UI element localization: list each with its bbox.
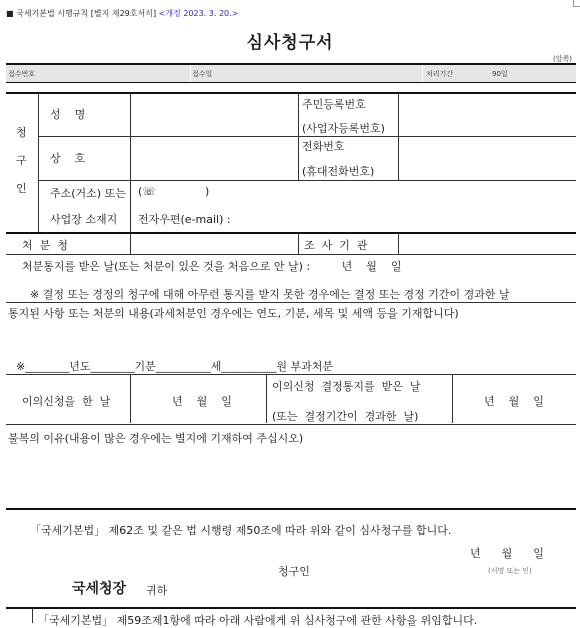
tax-assessment-line: ※________년도________기분__________세__________원 부과처분 bbox=[16, 360, 333, 373]
receipt-number-label: 접수번호 bbox=[8, 70, 36, 78]
delegation-statement: 「국세기본법」 제59조제1항에 따라 아래 사람에게 위 심사청구에 관한 사항을 위임합니다. bbox=[38, 614, 478, 627]
processing-period-label: 처리기간 bbox=[426, 70, 454, 78]
page-corner-mark bbox=[573, 0, 580, 7]
claimant-char-3: 인 bbox=[16, 182, 27, 195]
recipient-title: 국세청장 bbox=[72, 581, 127, 597]
disposition-office-label: 처 분 청 bbox=[22, 239, 68, 252]
claimant-top-rule bbox=[6, 92, 576, 94]
trade-name-label: 상 호 bbox=[50, 152, 86, 165]
postal-field[interactable]: (☏ ) bbox=[138, 185, 210, 198]
notification-note: ※ 결정 또는 경정의 청구에 대해 아무런 통지를 받지 못한 경우에는 결정 또는 경정 기간이 경과한 날 bbox=[30, 288, 510, 301]
appeal-reason-label: 불복의 이유(내용이 많은 경우에는 별지에 기재하여 주십시오) bbox=[8, 432, 304, 445]
decision-date-value: 년 월 일 bbox=[484, 395, 544, 408]
email-field[interactable]: 전자우편(e-mail) : bbox=[138, 213, 231, 226]
objection-date-label: 이의신청을 한 날 bbox=[22, 395, 111, 408]
recipient-honorific: 귀하 bbox=[146, 584, 168, 597]
decision-date-sublabel: (또는 결정기간이 경과한 날) bbox=[272, 410, 419, 423]
notification-date-line: 처분통지를 받은 날(또는 처분이 있은 것을 처음으로 안 날) : 년 월 일 bbox=[22, 260, 402, 273]
legal-statement: 「국세기본법」 제62조 및 같은 법 시행령 제50조에 따라 위와 같이 심사청구를 합니다. bbox=[30, 524, 452, 537]
claimant-char-2: 구 bbox=[16, 154, 27, 167]
claimant-char-1: 청 bbox=[16, 126, 27, 139]
objection-date-value: 년 월 일 bbox=[172, 395, 232, 408]
mobile-label: (휴대전화번호) bbox=[302, 165, 375, 178]
signature-hint: (서명 또는 인) bbox=[488, 567, 532, 575]
form-reference: ■ 국세기본법 시행규칙 [별지 제29호서식] bbox=[6, 9, 157, 18]
resident-number-label: 주민등록번호 bbox=[302, 98, 366, 111]
business-place-label: 사업장 소재지 bbox=[50, 213, 118, 226]
receipt-date-label: 접수일 bbox=[192, 70, 213, 78]
page-title: 심사청구서 bbox=[246, 33, 334, 53]
disposition-content-label: 통지된 사항 또는 처분의 내용(과세처분인 경우에는 연도, 기분, 세목 및 세액 등을 기재합니다) bbox=[8, 307, 459, 320]
processing-period-value: 90일 bbox=[492, 70, 508, 78]
application-date: 년 월 일 bbox=[470, 547, 544, 560]
claimant-signature-label: 청구인 bbox=[278, 565, 310, 578]
address-label: 주소(거소) 또는 bbox=[50, 187, 126, 200]
name-label: 성 명 bbox=[50, 108, 86, 121]
form-reference-line bbox=[6, 8, 238, 19]
revision-date: <개정 2023. 3. 20.> bbox=[158, 9, 239, 18]
receipt-bar bbox=[6, 65, 576, 82]
decision-date-label: 이의신청 결정통지를 받은 날 bbox=[272, 380, 421, 393]
inspection-agency-label: 조 사 기 관 bbox=[304, 239, 368, 252]
business-number-label: (사업자등록번호) bbox=[302, 122, 385, 135]
phone-label: 전화번호 bbox=[302, 140, 345, 153]
front-side-label: (앞쪽) bbox=[553, 55, 572, 63]
